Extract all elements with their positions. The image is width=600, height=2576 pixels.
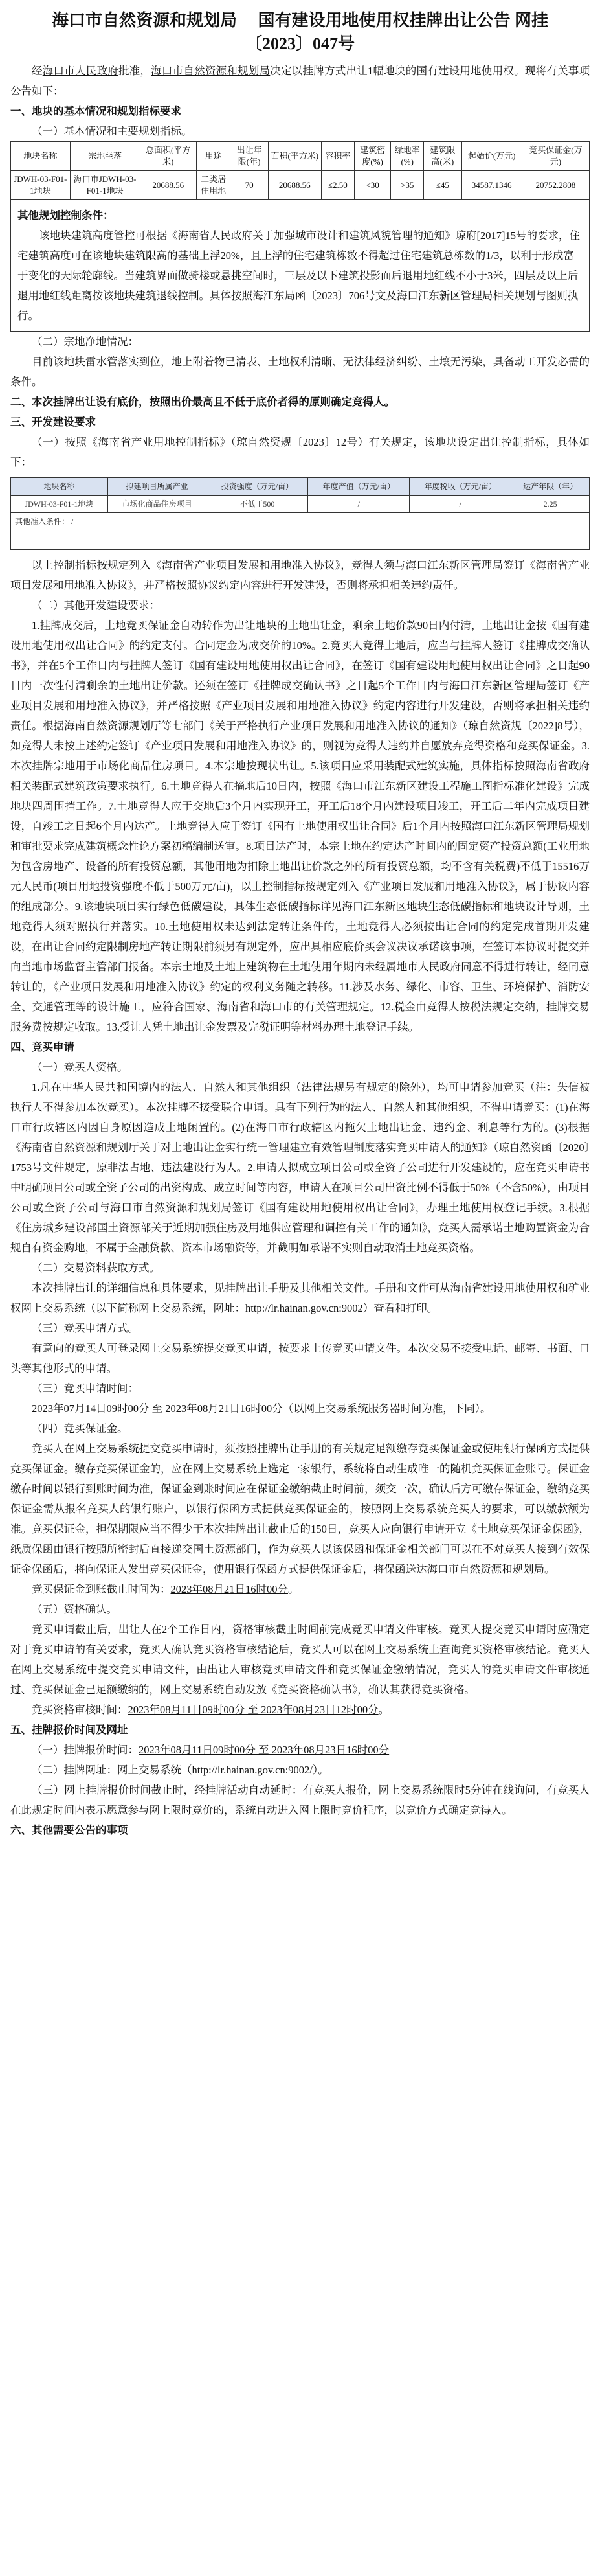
section-4-6-heading: （五）资格确认。 bbox=[32, 1603, 117, 1615]
control-index-table bbox=[10, 477, 590, 550]
table-cell: ≤2.50 bbox=[321, 171, 354, 200]
table-header-cell: 起始价(万元) bbox=[461, 142, 522, 171]
page-title bbox=[10, 9, 590, 56]
section-3-heading: 三、开发建设要求 bbox=[10, 416, 96, 428]
table-cell: >35 bbox=[391, 171, 424, 200]
deposit-deadline: 竞买保证金到账截止时间为：2023年08月21日16时00分。 bbox=[32, 1583, 299, 1595]
basic-info-table bbox=[10, 141, 590, 332]
other-conditions-row bbox=[11, 200, 590, 332]
table-header-cell: 绿地率(%) bbox=[391, 142, 424, 171]
table-cell: 2.25 bbox=[511, 496, 590, 513]
section-6-heading: 六、其他需要公告的事项 bbox=[10, 1824, 128, 1836]
table-header-cell: 地块名称 bbox=[11, 478, 108, 496]
table-cell: 二类居住用地 bbox=[196, 171, 230, 200]
table-cell: / bbox=[410, 496, 511, 513]
section-4-2-heading: （二）交易资料获取方式。 bbox=[32, 1262, 160, 1274]
table-header-cell: 容积率 bbox=[321, 142, 354, 171]
section-4-1-text: 1.凡在中华人民共和国境内的法人、自然人和其他组织（法律法规另有规定的除外），均可申请参加竞买（注：失信被执行人不得参加本次竞买）。本次挂牌不接受联合申请。具有下列行为的法人、自然人和其他组织，不得申请竞买：(1)在海口市行政辖区内因自身原因造成土地闲置的。(2)在海口市行政辖区内拖欠土地出让金、违约金、利息等行为的。(3)根据《海南省自然资源和规划厅关于对土地出让金实行统一管理建立有效管理制度落实竞买申请人的通知》（琼自然资函〔2020〕1753号文件规定，原非法占地、违法建设行为人。2.申请人拟成立项目公司或全资子公司进行开发建设的，应在竞买申请书中明确项目公司或全资子公司的出资构成、成立时间等内容，申请人在项目公司出资比例不得低于50%（不含50%），由项目公司或全资子公司与海口市自然资源和规划局签订《国有建设用地使用权出让合同》，办理土地使用权登记手续。3.根据《住房城乡建设部国土资源部关于近期加强住房及用地供应管理和调控有关工作的通知》，竞买人需承诺土地购置资金为合规自有资金购地，不属于金融贷款、资本市场融资等，并截明如承诺不实则自动取消土地竞买资格。 bbox=[10, 1081, 590, 1254]
other-entry-conditions-value: / bbox=[71, 517, 74, 526]
section-3-2-text: 1.挂牌成交后，土地竞买保证金自动转作为出让地块的土地出让金，剩余土地价款90日内付清，土地出让金按《国有建设用地使用权出让合同》的约定支付。合同定金为成交价的10%。2.竞买人竞得土地后，应当与挂牌人签订《挂牌成交确认书》，并在5个工作日内与挂牌人签订《国有建设用地使用权出让合同》，在签订《国有建设用地使用权出让合同》之日起90日内一次性付清剩余的土地出让价款。还须在签订《挂牌成交确认书》之日起5个工作日内与海口江东新区管理局签订《产业项目发展和用地准入协议》，并严格按照《产业项目发展和用地准入协议》约定内容进行开发建设，否则将承担相关违约责任。根据海南自然资源规划厅等七部门《关于严格执行产业项目发展和用地准入协议的通知》（琼自然资规〔2022]8号），如竞得人未按上述约定签订《产业项目发展和用地准入协议》的，则视为竞得人违约并自愿放弃竞得资格和竞买保证金。3.本次挂牌宗地用于市场化商品住房项目。4.本宗地按现状出让。5.该项目应采用装配式建筑实施，具体指标按照海南省政府相关装配式建筑政策要求执行。6.土地竞得人在摘地后10日内，按照《海口市江东新区建设工程施工图指标准化建设》完成地块四周围挡工作。7.土地竞得人应于交地后3个月内实现开工，开工后18个月内建设项目竣工，开工后二年内完成项目建设，自竣工之日起6个月内达产。土地竞得人应于签订《国有土地使用权出让合同》后1个月内按照海口江东新区管理局规划和审批要求完成建筑概念性论方案初稿编制送审。8.项目达产时，本宗土地在约定达产时间内的固定资产投资总额(工业用地为包含房地产、设备的所有投资总额，其他用地为扣除土地出让价款之外的所有投资总额，均不含有关税费)不低于15516万元人民币(项目用地投资强度不低于500万元/亩)，以上控制指标按规定列入《产业项目发展和用地准入协议》，属于协议内容的组成部分。9.该地块项目实行绿色低碳建设，具体生态低碳指标详见海口江东新区地块生态低碳指标和地块设计导则，土地竞得人须对照执行并落实。10.土地使用权未达到法定转让条件的，土地竞得人必须按出让合同的约定完成首期开发建设，在出让合同约定限制房地产转让期限前须另有规定外，应出具相应底价买会议决议承诺该事项，在签订本协议时提交并向当地市场监督主管部门报备。本宗土地及土地上建筑物在土地使用年期内未经属地市人民政府同意不得进行转让，经同意转让的，《产业项目发展和用地准入协议》约定的权利义务随之转移。11.涉及水务、绿化、市容、卫生、环境保护、消防安全、交通管理等的设计施工，应符合国家、海南省和海口市的有关管理规定。12.税金由竞得人按税法规定交纳，挂牌交易服务费按规定收取。13.受让人凭土地出让金发票及完税证明等材料办理土地登记手续。 bbox=[10, 619, 590, 1033]
intro-paragraph: 经海口市人民政府批准，海口市自然资源和规划局决定以挂牌方式出让1幅地块的国有建设用地使用权。现将有关事项公告如下： bbox=[10, 65, 590, 97]
section-4-1-heading: （一）竞买人资格。 bbox=[32, 1061, 128, 1073]
table-header-cell: 出让年限(年) bbox=[230, 142, 268, 171]
table-header-cell: 年度产值（万元/亩） bbox=[308, 478, 410, 496]
table-header-cell: 竞买保证金(万元) bbox=[522, 142, 589, 171]
table-cell: 不低于500 bbox=[206, 496, 308, 513]
table-cell: 20688.56 bbox=[140, 171, 196, 200]
listing-website: （二）挂牌网址：网上交易系统（http://lr.hainan.gov.cn:9002/）。 bbox=[32, 1764, 329, 1776]
section-1-heading: 一、地块的基本情况和规划指标要求 bbox=[10, 105, 181, 117]
section-4-heading: 四、竞买申请 bbox=[10, 1041, 74, 1053]
table-header-cell: 宗地坐落 bbox=[70, 142, 140, 171]
table-cell: / bbox=[308, 496, 410, 513]
table-header-cell: 拟建项目所属产业 bbox=[107, 478, 206, 496]
qualification-review-time: 竞买资格审核时间：2023年08月11日09时00分 至 2023年08月23日12时00分。 bbox=[32, 1704, 390, 1716]
section-4-2-text: 本次挂牌出让的详细信息和具体要求，见挂牌出让手册及其他相关文件。手册和文件可从海南省建设用地使用权和矿业权网上交易系统（以下简称网上交易系统，网址：http://lr.hainan.gov.cn:9002）查看和打印。 bbox=[10, 1282, 590, 1314]
underlined-text: 2023年08月11日09时00分 至 2023年08月23日12时00分 bbox=[128, 1704, 379, 1716]
section-4-4-heading: （三）竞买申请时间： bbox=[32, 1382, 139, 1395]
section-1-2-text: 目前该地块雷水管落实到位，地上附着物已清表、土地权利清晰、无法律经济纠纷、土壤无污染，具备动工开发必需的条件。 bbox=[10, 356, 590, 388]
table-cell: ≤45 bbox=[424, 171, 461, 200]
title-line-2: 〔2023〕047号 bbox=[245, 34, 355, 53]
table-cell: <30 bbox=[354, 171, 390, 200]
section-5-heading: 五、挂牌报价时间及网址 bbox=[10, 1724, 128, 1736]
table-header-cell: 达产年限（年） bbox=[511, 478, 590, 496]
section-1-1-heading: （一）基本情况和主要规划指标。 bbox=[32, 125, 192, 137]
table-header-cell: 建筑限高(米) bbox=[424, 142, 461, 171]
quote-time: （一）挂牌报价时间：2023年08月11日09时00分 至 2023年08月23日16时00分 bbox=[32, 1744, 390, 1756]
section-4-6-text: 竞买申请截止后，出让人在2个工作日内，资格审核截止时间前完成竞买申请文件审核。竞买人提交竞买申请时应确定对于竞买申请的有关要求，竞买人确认竞买资格审核结论后，竞买人可以在网上交易系统上查询竞买资格审核结论。竞买人在网上交易系统中提交竞买申请文件，由出让人审核竞买申请文件和竞买保证金缴纳情况，竞买人的竞买申请文件审核通过、竞买保证金已足额缴纳的，网上交易系统自动发放《竞买资格确认书》，确认其获得竞买资格。 bbox=[10, 1623, 590, 1696]
other-entry-conditions-row bbox=[11, 513, 590, 550]
table-header-cell: 地块名称 bbox=[11, 142, 71, 171]
section-4-3-text: 有意向的竞买人可登录网上交易系统提交竞买申请，按要求上传竞买申请文件。本次交易不接受电话、邮寄、书面、口头等其他形式的申请。 bbox=[10, 1342, 590, 1374]
table-cell: 海口市JDWH-03-F01-1地块 bbox=[70, 171, 140, 200]
table-cell: 34587.1346 bbox=[461, 171, 522, 200]
table-cell: 70 bbox=[230, 171, 268, 200]
control-index-table-wrap bbox=[10, 477, 590, 550]
table-header-row bbox=[11, 142, 590, 171]
table-cell: JDWH-03-F01-1地块 bbox=[11, 496, 108, 513]
other-conditions-text: 该地块建筑高度管控可根据《海南省人民政府关于加强城市设计和建筑风貌管理的通知》琼府[2017]15号的要求，住宅建筑高度可在该地块建筑限高的基础上浮20%，且上浮的住宅建筑栋数不得超过住宅建筑总栋数的1/3，以利于形成富于变化的天际轮廓线。当建筑界面做骑楼或悬挑空间时，三层及以下建筑投影面后退用地红线不小于3米，四层及以上后退用地红线距离按该地块建筑退线控制。具体按照海江东局函〔2023〕706号文及海口江东新区管理局相关规划与图则执行。 bbox=[17, 229, 580, 322]
title-line-1: 海口市自然资源和规划局 国有建设用地使用权挂牌出让公告 网挂 bbox=[51, 11, 548, 30]
online-bidding-rule: （三）网上挂牌报价时间截止时，经挂牌活动自动延时：有竞买人报价，网上交易系统限时5分钟在线询问，有竞买人在此规定时间内表示愿意参与网上限时竞价的，系统自动进入网上限时竞价程序，以竞价方式确定竞得人。 bbox=[10, 1784, 590, 1816]
table-cell: 20688.56 bbox=[268, 171, 321, 200]
section-3-1-text: 以上控制指标按规定列入《海南省产业项目发展和用地准入协议》，竞得人须与海口江东新区管理局签订《海南省产业项目发展和用地准入协议》，并严格按照协议约定内容进行开发建设，否则将承担相关违约责任。 bbox=[10, 559, 590, 591]
table-cell: 20752.2808 bbox=[522, 171, 589, 200]
table-cell: 市场化商品住房项目 bbox=[107, 496, 206, 513]
section-2-heading: 二、本次挂牌出让设有底价，按照出价最高且不低于底价者得的原则确定竞得人。 bbox=[10, 396, 395, 408]
section-3-2-heading: （二）其他开发建设要求： bbox=[32, 599, 160, 611]
section-1-2-heading: （二）宗地净地情况： bbox=[32, 336, 139, 348]
table-header-cell: 总面积(平方米) bbox=[140, 142, 196, 171]
table-header-cell: 建筑密度(%) bbox=[354, 142, 390, 171]
table-header-cell: 用途 bbox=[196, 142, 230, 171]
table-row bbox=[11, 496, 590, 513]
section-4-5-text: 竞买人在网上交易系统提交竞买申请时，须按照挂牌出让手册的有关规定足额缴存竞买保证金或使用银行保函方式提供竞买保证金。缴存竞买保证金的，应在网上交易系统上选定一家银行，系统将自动生成唯一的随机竞买保证金账号。保证金缴存时间以银行到账时间为准，保证金到账时间应在保证金缴纳截止时间前，须交一次，确认后方可缴存保证金，缴纳竞买保证金需从报名竞买人的银行账户，以银行保函方式提供竞买保证金的，按照网上交易系统竞买人的要求，可以缴款额为准。竞买保证金，担保期限应当不得少于本次挂牌出让截止后的150日，竞买人应向银行申请开立《土地竞买保证金保函》，纸质保函由银行按照所密封后直接递交国土资源部门，作为竞买人以该保函和保证金相关部门可以在不对竞买人接到有效保证金保函后，将向保证人发出竞买保证金，使用银行保函方式提供保证金后，将保函送达海口市自然资源和规划局。 bbox=[10, 1442, 590, 1575]
underlined-text: 2023年08月11日09时00分 至 2023年08月23日16时00分 bbox=[139, 1744, 390, 1756]
underlined-text: 2023年07月14日09时00分 至 2023年08月21日16时00分 bbox=[32, 1402, 283, 1415]
table-header-cell: 投资强度（万元/亩） bbox=[206, 478, 308, 496]
section-3-1-heading: （一）按照《海南省产业用地控制指标》（琼自然资规〔2023〕12号）有关规定，该地块设定出让控制指标，具体如下： bbox=[10, 436, 590, 468]
table-cell: JDWH-03-F01-1地块 bbox=[11, 171, 71, 200]
table-header-cell: 年度税收（万元/亩） bbox=[410, 478, 511, 496]
section-4-3-heading: （三）竞买申请方式。 bbox=[32, 1322, 139, 1334]
underlined-text: 海口市自然资源和规划局 bbox=[151, 65, 271, 77]
application-time: 2023年07月14日09时00分 至 2023年08月21日16时00分（以网上交易系统服务器时间为准，下同）。 bbox=[32, 1402, 491, 1415]
underlined-text: 海口市人民政府 bbox=[42, 65, 118, 77]
other-entry-conditions-label: 其他准入条件： bbox=[15, 517, 70, 526]
section-4-5-heading: （四）竞买保证金。 bbox=[32, 1422, 128, 1435]
other-conditions-title: 其他规划控制条件： bbox=[17, 209, 114, 222]
table-row bbox=[11, 171, 590, 200]
other-entry-conditions-cell bbox=[11, 513, 590, 550]
table-header-cell: 面积(平方米) bbox=[268, 142, 321, 171]
table-header-row bbox=[11, 478, 590, 496]
other-conditions-cell bbox=[11, 200, 590, 332]
underlined-text: 2023年08月21日16时00分 bbox=[170, 1583, 288, 1595]
